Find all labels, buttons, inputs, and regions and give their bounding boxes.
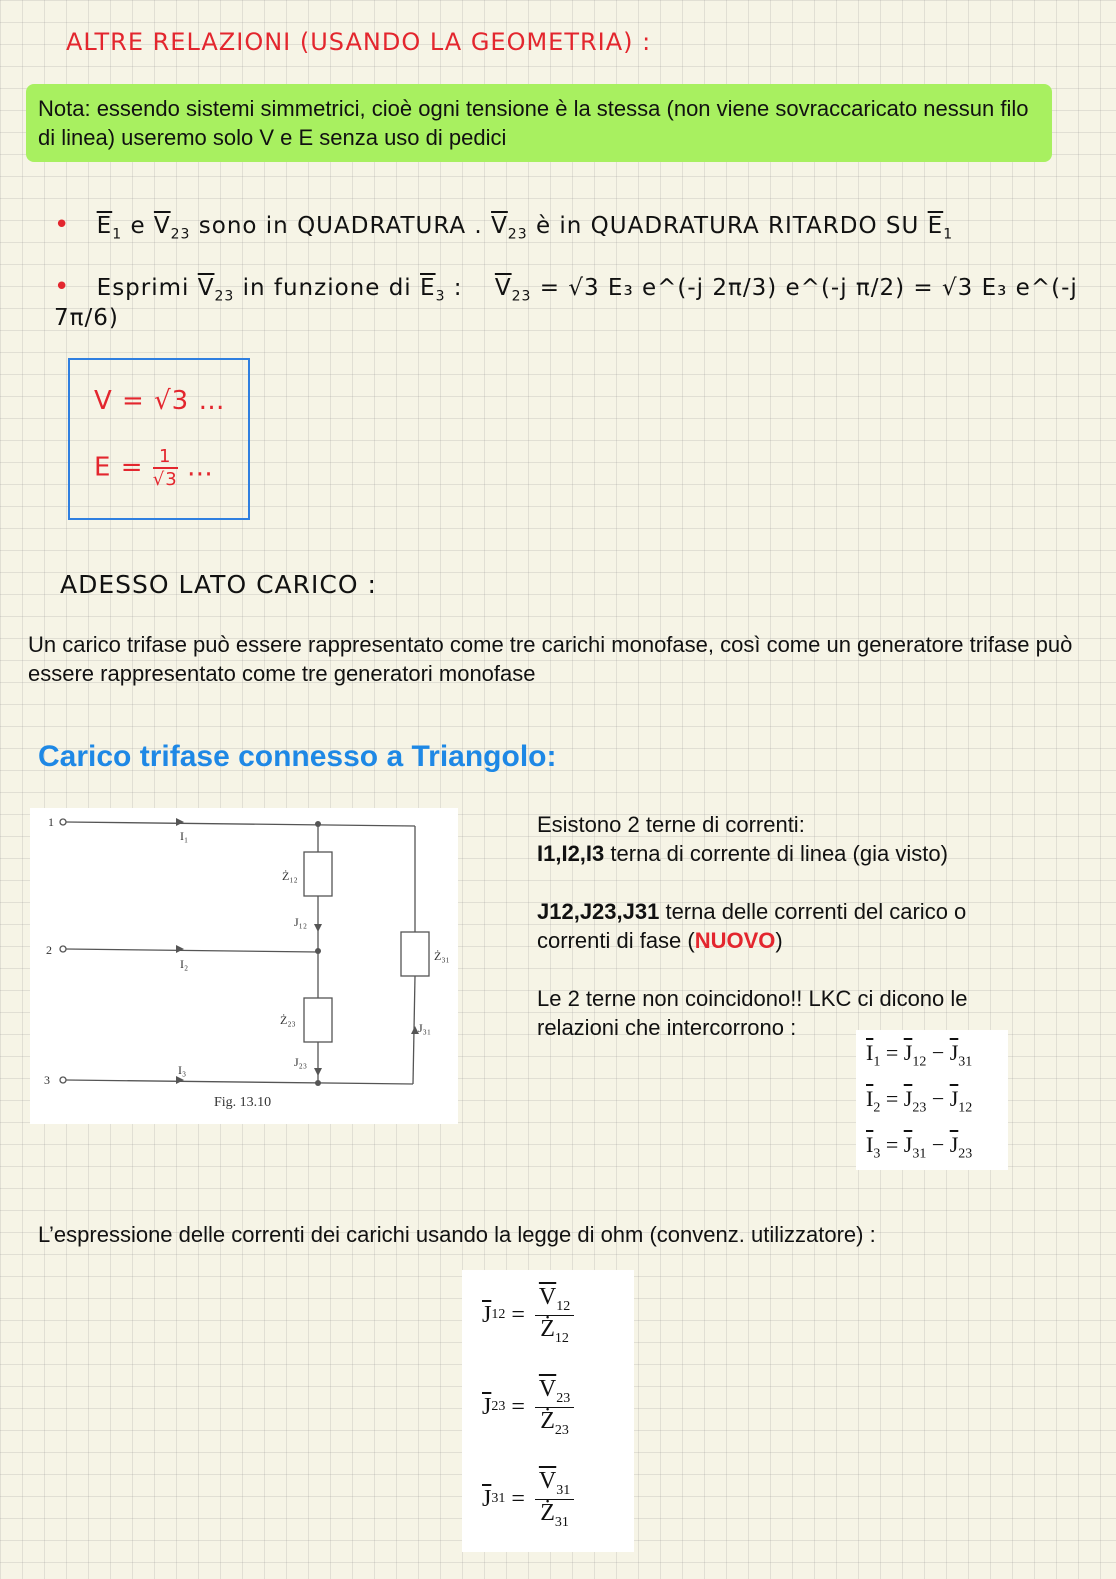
lkc-eq-2: $\overline{I}_2 = \overline{J}_{23} - \overline{J}_{12}$ (866, 1086, 973, 1116)
v-relation: V = √3 … (94, 386, 226, 416)
v23-sub-3: 23 (214, 288, 235, 305)
v23-symbol-4: $\overline{V}$ (494, 275, 512, 301)
e-fraction (153, 446, 178, 490)
lkc-eq-3: $\overline{I}_3 = \overline{J}_{31} - \overline{J}_{23}$ (866, 1132, 973, 1162)
ohm-eq-31: $\overline{J}$ 31 = $\overline{V}_{31}$ $Ż_{31}$ (482, 1468, 574, 1531)
e-denominator: √3 (152, 469, 178, 490)
node-1-terminal (60, 819, 66, 825)
phase-currents-text: terna delle correnti del carico o (659, 899, 967, 924)
z31-impedance (401, 932, 429, 976)
circuit-figure (30, 808, 458, 1124)
i2-label: I₂ (180, 957, 189, 971)
quadrature-text: sono in QUADRATURA . (198, 213, 492, 239)
phase-currents-bold: J12,J23,J31 (537, 899, 660, 924)
z31-label: Ż₃₁ (434, 949, 450, 963)
paragraph-load: Un carico trifase può essere rappresentato come tre carichi monofase, così come un generatore trifase può essere rappresentato come tre generatori monofase (28, 632, 1073, 686)
line-currents-text: terna di corrente di linea (gia visto) (604, 841, 948, 866)
title-delta-load: Carico trifase connesso a Triangolo: (38, 740, 557, 773)
ohm-eq-23: $\overline{J}$ 23 = $\overline{V}_{23}$ $Ż_{23}$ (482, 1376, 574, 1439)
z23-label: Ż₂₃ (280, 1013, 296, 1027)
currents-line-6: relazioni che intercorrono : (537, 1015, 797, 1040)
new-badge-text: NUOVO (694, 928, 776, 953)
bullet-express-v23 (54, 272, 1116, 331)
z12-impedance (304, 852, 332, 896)
i1-label: I₁ (180, 829, 189, 843)
z23-impedance (304, 998, 332, 1042)
phase-currents-post: ) (775, 928, 783, 953)
e3-symbol: $\overline{E}$ (420, 275, 436, 301)
figure-caption: Fig. 13.10 (214, 1095, 272, 1110)
quadrature-lag-text: è in QUADRATURA RITARDO SU (535, 213, 928, 239)
e-suffix: … (177, 452, 214, 483)
bullet-dot: • (54, 210, 71, 240)
lkc-equations (856, 1030, 1008, 1170)
j23-label: J₂₃ (294, 1055, 308, 1069)
v23-sub: 23 (170, 226, 191, 243)
and-text: e (130, 213, 154, 239)
v23-symbol: $\overline{V}$ (153, 213, 171, 239)
j31-label: J₃₁ (418, 1021, 432, 1035)
e1-symbol-2: $\overline{E}$ (927, 213, 944, 239)
line-currents-bold: I1,I2,I3 (537, 841, 605, 866)
v23-sub-2: 23 (507, 226, 528, 243)
currents-line-1: Esistono 2 terne di correnti: (537, 812, 805, 837)
node-1-label: 1 (48, 815, 54, 829)
ohm-equations (462, 1270, 634, 1552)
node-3-label: 3 (44, 1073, 50, 1087)
currents-line-2 (537, 839, 1057, 868)
colon: : (453, 275, 463, 301)
currents-line-3 (537, 897, 1057, 926)
currents-description (537, 810, 1057, 1042)
express-text: Esprimi (96, 275, 198, 301)
j12-label: J₁₂ (294, 915, 308, 929)
v23-symbol-2: $\overline{V}$ (491, 213, 508, 239)
note-box: Nota: essendo sistemi simmetrici, cioè ogni tensione è la stessa (non viene sovraccaricato nessun filo di linea) useremo solo V e E senza uso di pedici (26, 84, 1052, 162)
node-2-terminal (60, 946, 66, 952)
e1-sub: 1 (112, 226, 123, 243)
e-numerator: 1 (153, 446, 178, 469)
function-of-text: in funzione di (242, 275, 421, 301)
section-heading-load: ADESSO LATO CARICO : (60, 570, 377, 599)
i3-label: I₃ (178, 1063, 187, 1077)
currents-line-4 (537, 926, 1057, 955)
bullet-dot: • (54, 272, 71, 302)
bullet-quadrature (54, 210, 953, 243)
e-relation (94, 446, 214, 490)
v23-sub-4: 23 (511, 288, 532, 305)
node-3-terminal (60, 1077, 66, 1083)
v23-formula: = √3 E₃ e^(-j 2π/3) e^(-j π/2) = √3 E₃ e^(-j 7π/6) (54, 275, 1078, 331)
circuit-diagram (30, 808, 458, 1124)
phase-currents-pre: correnti di fase ( (537, 928, 695, 953)
voltage-relation-box (68, 358, 250, 520)
node-2-label: 2 (46, 943, 52, 957)
currents-line-5: Le 2 terne non coincidono!! LKC ci dicono le (537, 986, 968, 1011)
ohm-eq-12: $\overline{J}$ 12 = $\overline{V}_{12}$ $Ż_{12}$ (482, 1284, 574, 1347)
ohm-law-text: L’espressione delle correnti dei carichi usando la legge di ohm (convenz. utilizzatore) : (38, 1222, 876, 1247)
e-prefix: E = (94, 452, 153, 483)
e1-sub-2: 1 (943, 226, 954, 243)
e1-symbol: $\overline{E}$ (96, 213, 113, 239)
lkc-eq-1: $\overline{I}_1 = \overline{J}_{12} - \overline{J}_{31}$ (866, 1040, 973, 1070)
e3-sub: 3 (435, 288, 446, 305)
section-heading-geometry: ALTRE RELAZIONI (USANDO LA GEOMETRIA) : (66, 28, 652, 56)
z12-label: Ż₁₂ (282, 869, 298, 883)
v23-symbol-3: $\overline{V}$ (197, 275, 215, 301)
